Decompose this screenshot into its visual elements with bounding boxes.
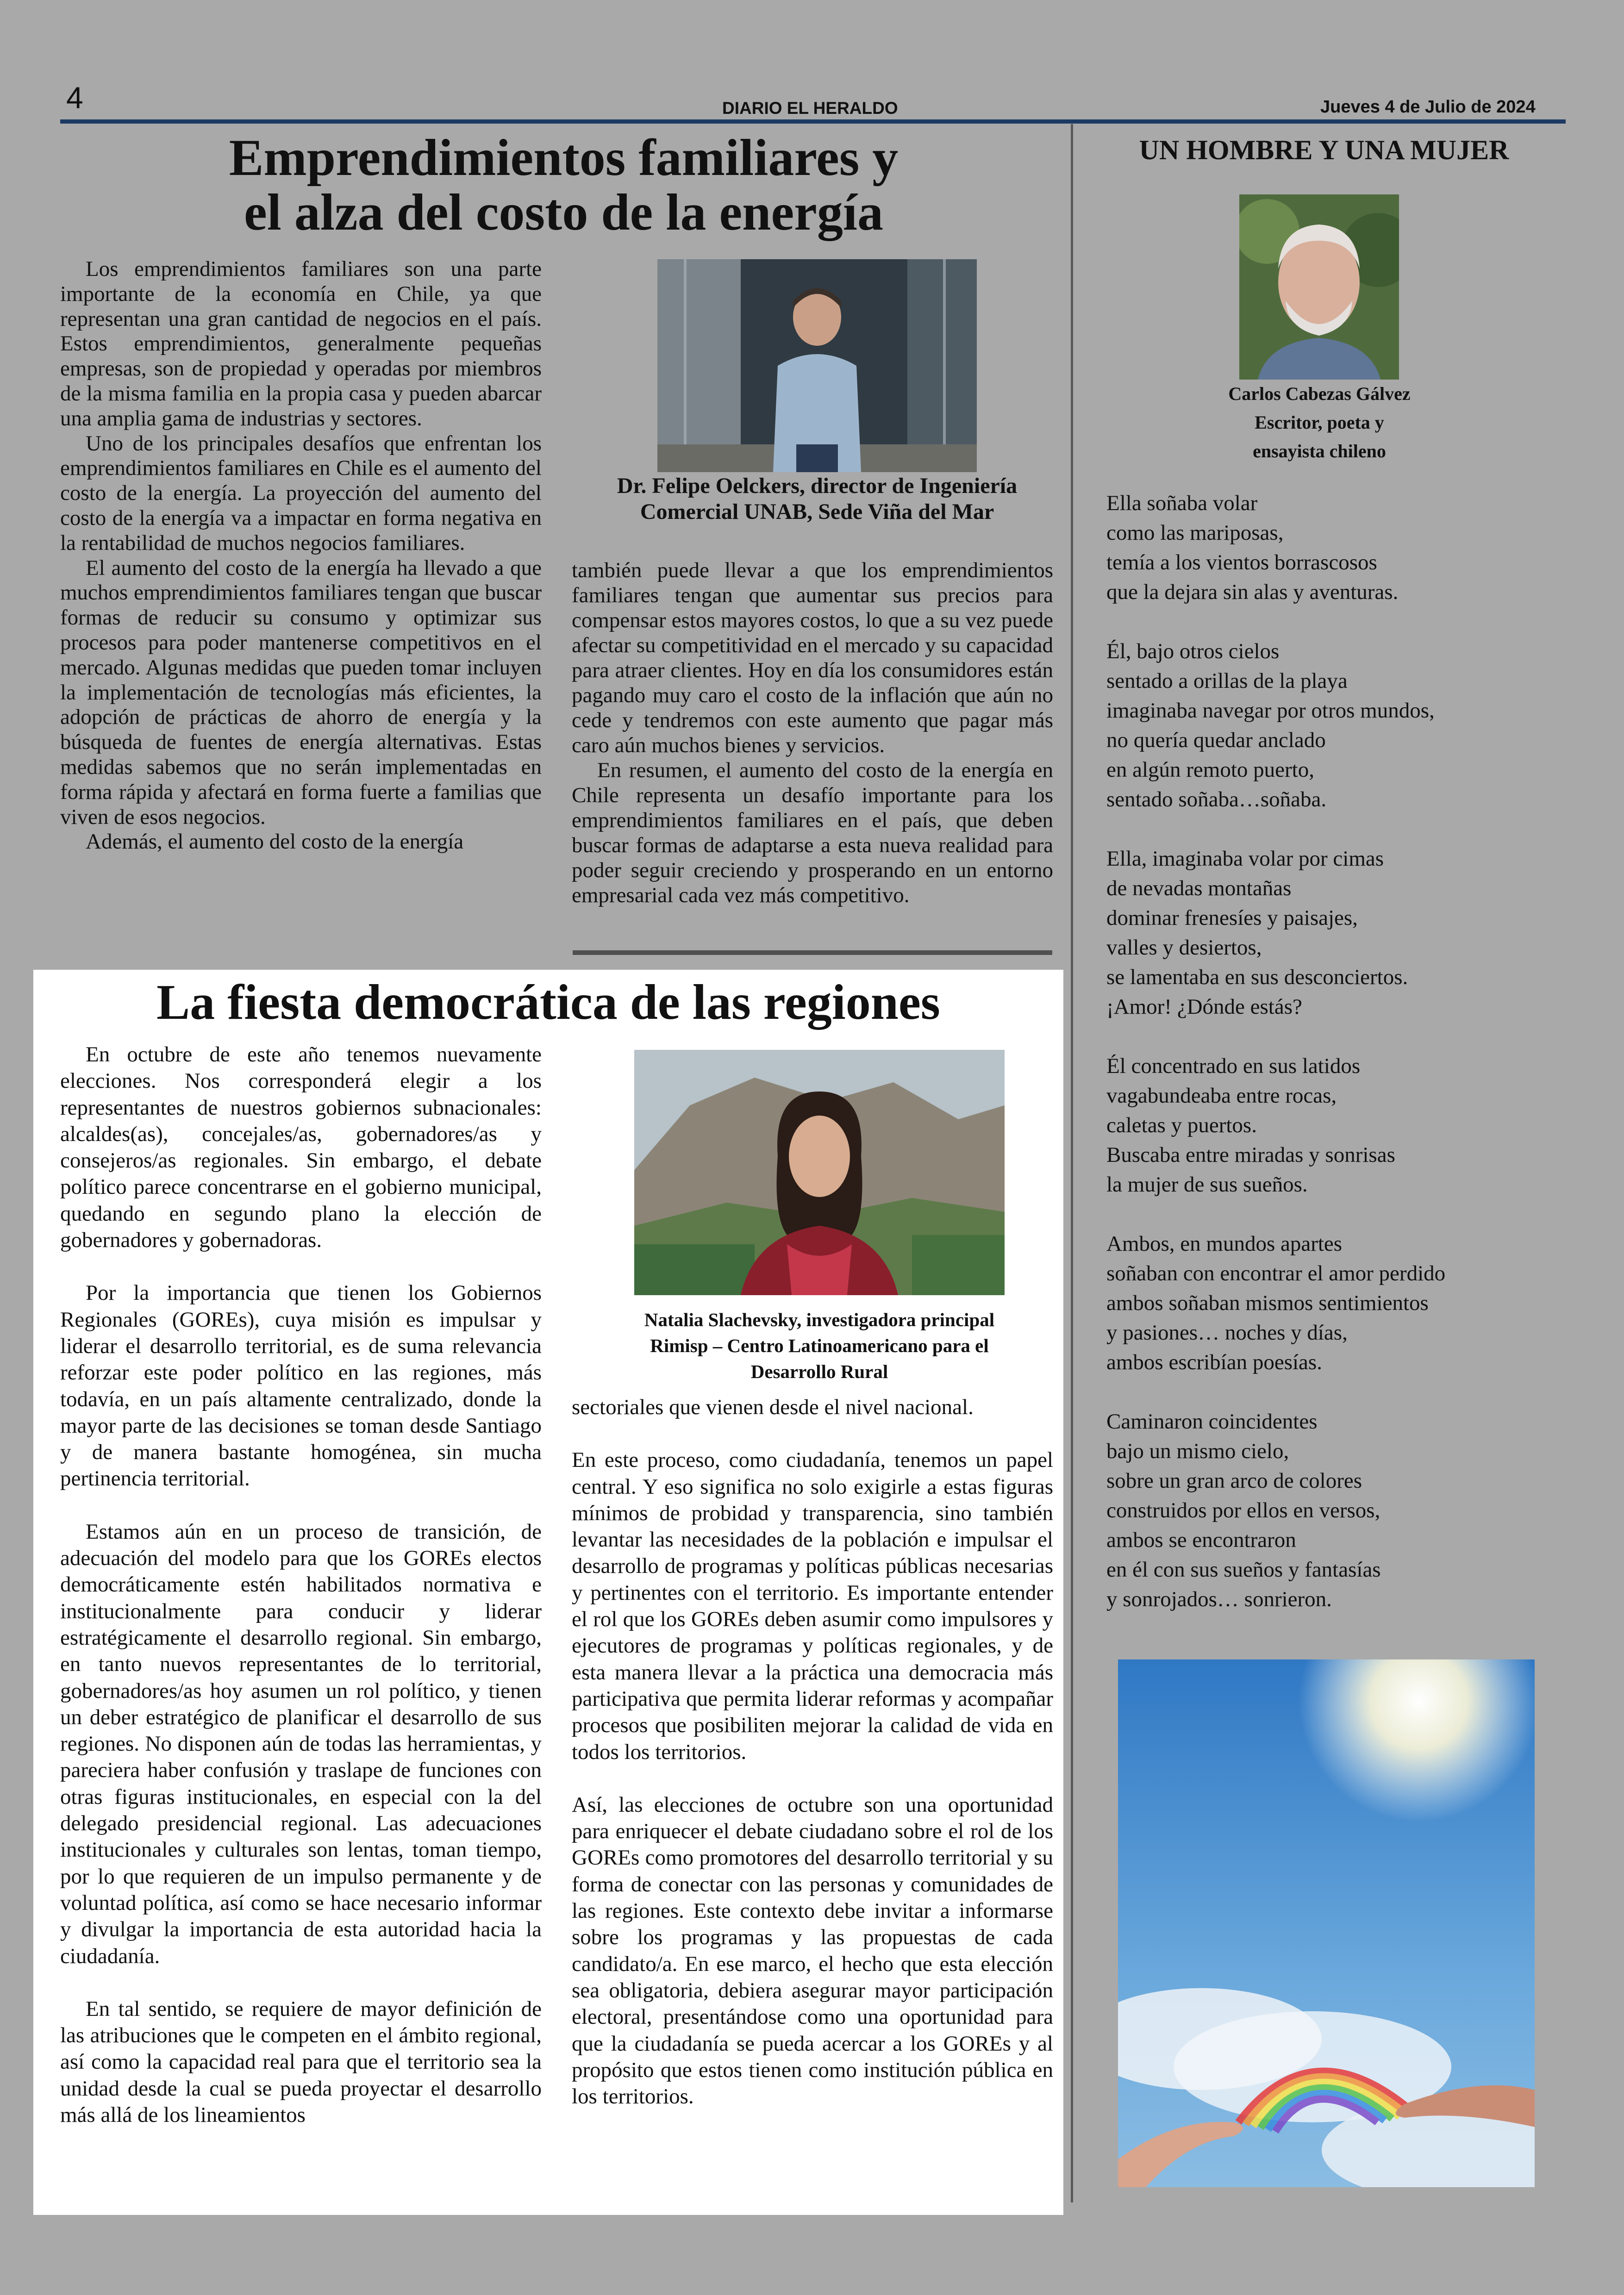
poem-line: Buscaba entre miradas y sonrisas [1106, 1143, 1395, 1167]
poem-stanza [1106, 844, 1551, 1022]
poem-line: ¡Amor! ¿Dónde estás? [1106, 995, 1302, 1019]
poet-caption [1181, 380, 1458, 466]
article2-column1 [60, 1041, 542, 2128]
article2-paragraph: En tal sentido, se requiere de mayor definición de las atribuciones que le competen en el ámbito regional, así como la capacidad real para que el territorio sea la unidad desde la cual se pueda proyectar el desarrollo más allá de los lineamientos [60, 1996, 542, 2127]
article1-title-line2: el alza del costo de la energía [244, 184, 884, 241]
caption-line: Dr. Felipe Oelckers, director de Ingeniería [617, 474, 1018, 498]
poem-stanza [1106, 488, 1551, 607]
article2-column2 [572, 1394, 1053, 2110]
newspaper-name: DIARIO EL HERALDO [722, 99, 898, 118]
poem-line: de nevadas montañas [1106, 876, 1292, 900]
article2-author-photo [634, 1050, 1005, 1295]
issue-date: Jueves 4 de Julio de 2024 [1320, 97, 1536, 117]
poem-line: ambos soñaban mismos sentimientos [1106, 1291, 1429, 1315]
poem-line: Él, bajo otros cielos [1106, 639, 1280, 663]
article2-paragraph: Así, las elecciones de octubre son una oportunidad para enriquecer el debate ciudadano sobre el rol de los GOREs como promotores del desarrollo territorial y su forma de conectar con las personas y comunidades de las regiones. Este contexto debe invitar a informarse sobre los programas y las propuestas de cada candidato/a. En ese marco, el hecho que esta elección sea obligatoria, debiera asegurar mayor participación electoral, presentándose como una oportunidad para que la ciudadanía se pueda acercar a los GOREs y al propósito que estos tienen como institución pública en los territorios. [572, 1792, 1053, 2109]
poem-line: que la dejara sin alas y aventuras. [1106, 580, 1399, 604]
poem-stanza [1106, 1229, 1551, 1377]
poem-line: como las mariposas, [1106, 521, 1284, 545]
article2-paragraph: Estamos aún en un proceso de transición, de adecuación del modelo para que los GOREs electos democráticamente estén habilitados normativa e institucionalmente para conducir y liderar estratégicamente el desarrollo regional. Sin embargo, en tanto nuevos representantes de lo territorial, gobernadores/as hoy asumen un rol político, y tienen un deber estratégico de planificar el desarrollo de sus regiones. No disponen aún de todas las herramientas, y pareciera haber confusión y traslape de funciones con otras figuras institucionales, en especial con la del delegado presidencial regional. Las adecuaciones institucionales y culturales son lentas, toman tiempo, por lo que requieren de un impulso permanente y de voluntad política, así como se hace necesario informar y divulgar la importancia de esta autoridad hacia la ciudadanía. [60, 1519, 542, 1968]
article1-title [60, 131, 1067, 240]
poet-name: Carlos Cabezas Gálvez [1228, 383, 1411, 404]
poem-line: valles y desiertos, [1106, 935, 1262, 960]
poem-stanza [1106, 1407, 1551, 1614]
poem-line: sentado a orillas de la playa [1106, 669, 1348, 693]
article1-paragraph: también puede llevar a que los emprendimientos familiares tengan que aumentar sus precios para compensar estos mayores costos, lo que a su vez puede afectar su competitividad en el mercado y su capacidad para atraer clientes. Hoy en día los consumidores están pagando muy caro el costo de la inflación que aún no cede y tendremos con este aumento que pagar más caro aún muchos bienes y servicios. [572, 558, 1053, 757]
sky-rainbow-hands-image [1118, 1659, 1535, 2187]
article1-paragraph: En resumen, el aumento del costo de la energía en Chile representa un desafío importante para los emprendimientos familiares en el país, que deben buscar formas de adaptarse a esta nueva realidad para poder seguir creciendo y prosperando en un entorno empresarial cada vez más competitivo. [572, 758, 1053, 907]
article2-paragraph: sectoriales que vienen desde el nivel nacional. [572, 1395, 974, 1419]
article1-paragraph: Uno de los principales desafíos que enfrentan los emprendimientos familiares en Chile es el aumento del costo de la energía. La proyección del aumento del costo de la energía va a impactar en forma negativa en la rentabilidad de muchos negocios familiares. [60, 431, 542, 555]
poem-line: Ella soñaba volar [1106, 491, 1258, 515]
header-rule [60, 119, 1566, 124]
poem-body [1106, 488, 1551, 1644]
article1-paragraph: El aumento del costo de la energía ha llevado a que muchos emprendimientos familiares tengan que buscar formas de reducir su consumo y optimizar sus procesos para poder mantenerse competitivos en el mercado. Algunas medidas que pueden tomar incluyen la implementación de tecnologías más eficientes, la adopción de prácticas de ahorro de energía y la búsqueda de fuentes de energía alternativas. Estas medidas sabemos que no serán implementadas en forma rápida y afectará en forma fuerte a familias que viven de esos negocios. [60, 555, 542, 829]
poem-line: bajo un mismo cielo, [1106, 1439, 1289, 1463]
poem-stanza [1106, 1051, 1551, 1199]
poem-line: vagabundeaba entre rocas, [1106, 1084, 1337, 1108]
caption-line: Rimisp – Centro Latinoamericano para el [650, 1335, 989, 1356]
caption-line: Natalia Slachevsky, investigadora principal [644, 1309, 995, 1330]
poem-line: ambos escribían poesías. [1106, 1350, 1322, 1374]
poem-line: temía a los vientos borrascosos [1106, 550, 1377, 574]
article2-paragraph: Por la importancia que tienen los Gobiernos Regionales (GOREs), cuya misión es impulsar y liderar el desarrollo territorial, es de suma relevancia reforzar este poder político en las regiones, más todavía, en un país altamente centralizado, donde la mayor parte de las decisiones se toman desde Santiago y de manera bastante homogénea, sin mucha pertinencia territorial. [60, 1281, 542, 1491]
poem-line: Caminaron coincidentes [1106, 1409, 1318, 1434]
page-number: 4 [66, 81, 83, 115]
poem-line: caletas y puertos. [1106, 1113, 1257, 1137]
article2-photo-caption [602, 1307, 1037, 1384]
article1-bottom-rule [573, 950, 1052, 955]
article1-title-line1: Emprendimientos familiares y [229, 129, 899, 187]
caption-line: Comercial UNAB, Sede Viña del Mar [640, 499, 994, 524]
poet-description: ensayista chileno [1253, 441, 1386, 461]
poem-line: sentado soñaba…soñaba. [1106, 787, 1327, 811]
article2-paragraph: En octubre de este año tenemos nuevamente elecciones. Nos corresponderá elegir a los representantes de nuestros gobiernos subnacionales: alcaldes(as), concejales/as, gobernadores/as y consejeros/as regionales. Sin embargo, el debate político parece concentrarse en el gobierno municipal, quedando en segundo plano la elección de gobernadores y gobernadoras. [60, 1042, 542, 1253]
poem-title: UN HOMBRE Y UNA MUJER [1139, 135, 1509, 165]
poem-line: en algún remoto puerto, [1106, 758, 1314, 782]
poet-photo [1239, 194, 1399, 380]
poem-line: soñaban con encontrar el amor perdido [1106, 1261, 1446, 1285]
article1-column1 [60, 257, 542, 854]
poem-line: imaginaba navegar por otros mundos, [1106, 698, 1435, 723]
poem-line: Él concentrado en sus latidos [1106, 1054, 1361, 1078]
article1-photo-caption [572, 473, 1062, 525]
poem-line: y sonrojados… sonrieron. [1106, 1587, 1332, 1611]
poem-line: dominar frenesíes y paisajes, [1106, 906, 1358, 930]
column-divider [1071, 124, 1073, 2202]
poem-line: sobre un gran arco de colores [1106, 1469, 1362, 1493]
poem-line: Ella, imaginaba volar por cimas [1106, 847, 1384, 871]
article1-paragraph: Los emprendimientos familiares son una parte importante de la economía en Chile, ya que representan una gran cantidad de negocios en el país. Estos emprendimientos, generalmente pequeñas empresas, son de propiedad y operadas por miembros de la misma familia en la propia casa y pueden abarcar una amplia gama de industrias y sectores. [60, 257, 542, 430]
caption-line: Desarrollo Rural [750, 1361, 888, 1382]
article1-author-photo [657, 259, 977, 472]
article2-paragraph: En este proceso, como ciudadanía, tenemos un papel central. Y eso significa no solo exigirle a estas figuras mínimos de probidad y transparencia, sino también levantar las necesidades de la población e impulsar el desarrollo de programas y políticas públicas necesarias y pertinentes con el territorio. Es importante entender el rol que los GOREs deben asumir como impulsores y ejecutores de programas y políticas regionales, y de esta manera llevar a la práctica una democracia más participativa que permita liderar reformas y acompañar procesos que posibiliten mejorar la calidad de vida en todos los territorios. [572, 1448, 1053, 1764]
poem-line: y pasiones… noches y días, [1106, 1321, 1348, 1345]
poem-line: Ambos, en mundos apartes [1106, 1232, 1343, 1256]
poem-line: se lamentaba en sus desconciertos. [1106, 965, 1408, 989]
poem-line: la mujer de sus sueños. [1106, 1172, 1308, 1197]
poem-line: construidos por ellos en versos, [1106, 1498, 1380, 1522]
poem-line: en él con sus sueños y fantasías [1106, 1558, 1381, 1582]
article1-paragraph: Además, el aumento del costo de la energía [86, 829, 464, 854]
poem-line: no quería quedar anclado [1106, 728, 1326, 752]
poem-stanza [1106, 636, 1551, 814]
article1-column2 [572, 558, 1053, 908]
poet-description: Escritor, poeta y [1255, 412, 1384, 433]
article2-title: La fiesta democrática de las regiones [156, 975, 940, 1030]
poem-line: ambos se encontraron [1106, 1528, 1296, 1552]
